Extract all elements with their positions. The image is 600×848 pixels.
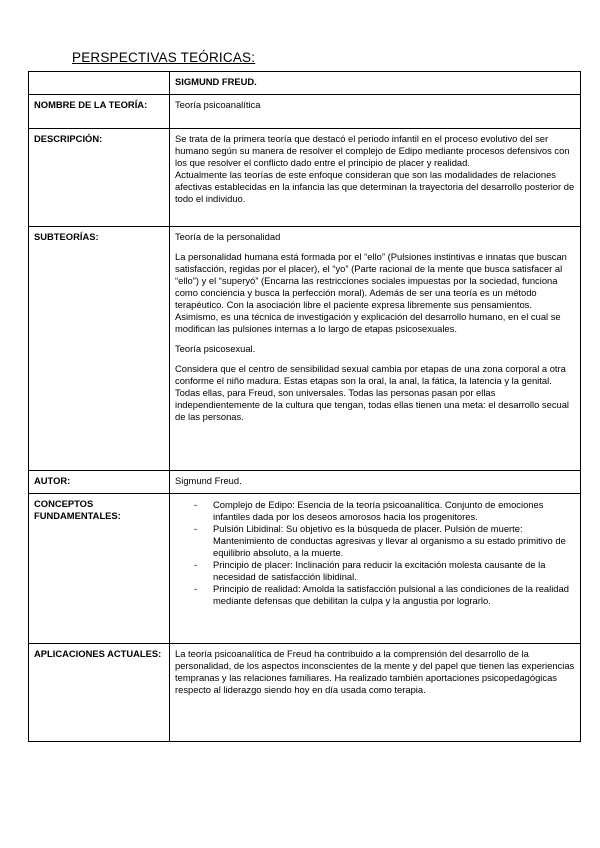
subtheory-heading: Teoría de la personalidad bbox=[175, 231, 281, 242]
theory-name: Teoría psicoanalítica bbox=[170, 95, 581, 129]
author-cell: Sigmund Freud. bbox=[170, 471, 581, 494]
table-row bbox=[29, 494, 581, 644]
theory-table bbox=[28, 71, 581, 742]
table-row bbox=[29, 129, 581, 227]
subtheory-paragraph: Considera que el centro de sensibilidad sexual cambia por etapas de una zona corporal a otra conforme el niño madura. Estas etapas son la oral, la anal, la fática, la latencia y la genital. Todas ellas, para Freud, son universales. Todas las personas pasan por ellas independientemente de la cultura que tengan, todas ellas tienen una meta: el desarrollo secual de las personas. bbox=[175, 363, 570, 422]
table-row bbox=[29, 72, 581, 95]
applications-cell: La teoría psicoanalítica de Freud ha contribuido a la comprensión del desarrollo de la personalidad, de los aspectos inconscientes de la mente y del papel que tienen las experiencias tempranas y las relaciones familiares. Ha realizado también aportaciones psicopedagógicas respecto al liderazgo siendo hoy en día usada como terapia. bbox=[170, 644, 581, 742]
table-row bbox=[29, 471, 581, 494]
row-label: NOMBRE DE LA TEORÍA: bbox=[29, 95, 170, 129]
row-label: APLICACIONES ACTUALES: bbox=[29, 644, 170, 742]
list-item: - Complejo de Edipo: Esencia de la teoría psicoanalítica. Conjunto de emociones infantiles dada por los deseos amorosos hacia los progenitores. bbox=[175, 499, 575, 523]
subtheory-paragraph: La personalidad humana está formada por el “ello” (Pulsiones instintivas e innatas que buscan satisfacción, regidas por el placer), el “yo” (Parte racional de la mente que busca satisfacer al “ello”) y el “superyó” (Encarna las restricciones sociales impuestas por la sociedad, funciona como conciencia y busca la perfección moral). Además de ser una teoría es un método terapéutico. Con la asociación libre el paciente expresa libremente sus pensamientos. Asimismo, es una técnica de investigación y explicación del desarrollo humano, en el cual se modifican las pulsiones internas a lo largo de etapas psicosexuales. bbox=[175, 251, 567, 334]
table-row bbox=[29, 227, 581, 471]
description-paragraph: Actualmente las teorías de este enfoque consideran que son las modalidades de relaciones afectivas establecidas en la infancia las que determinan la trayectoria del desarrollo posterior de todo el individuo. bbox=[175, 169, 575, 204]
description-cell bbox=[170, 129, 581, 227]
row-label: SUBTEORÍAS: bbox=[29, 227, 170, 471]
subtheory-heading: Teoría psicosexual. bbox=[175, 343, 256, 354]
concepts-list bbox=[175, 499, 575, 607]
list-item: - Principio de realidad: Amolda la satisfacción pulsional a las condiciones de la realidad mediante defensas que debilitan la culpa y la angustia por lograrlo. bbox=[175, 583, 575, 607]
header-label-cell bbox=[29, 72, 170, 95]
author-header: SIGMUND FREUD. bbox=[170, 72, 581, 95]
subtheories-cell bbox=[170, 227, 581, 471]
row-label: AUTOR: bbox=[29, 471, 170, 494]
list-item: - Pulsión Libidinal: Su objetivo es la búsqueda de placer. Pulsión de muerte: Mantenimiento de conductas agresivas y llevar al organismo a su estado primitivo de equilibrio absoluto, a la muerte. bbox=[175, 523, 575, 559]
page-title: PERSPECTIVAS TEÓRICAS: bbox=[72, 50, 256, 65]
row-label: DESCRIPCIÓN: bbox=[29, 129, 170, 227]
concepts-cell bbox=[170, 494, 581, 644]
table-row bbox=[29, 644, 581, 742]
row-label: CONCEPTOS FUNDAMENTALES: bbox=[29, 494, 170, 644]
table-row bbox=[29, 95, 581, 129]
description-paragraph: Se trata de la primera teoría que destacó el periodo infantil en el proceso evolutivo del ser humano según su manera de resolver el complejo de Edipo mediante procesos defensivos con los que resolver el conflicto dado entre el principio de placer y realidad. bbox=[175, 133, 570, 168]
list-item: - Principio de placer: Inclinación para reducir la excitación molesta causante de la necesidad de satisfacción libidinal. bbox=[175, 559, 575, 583]
